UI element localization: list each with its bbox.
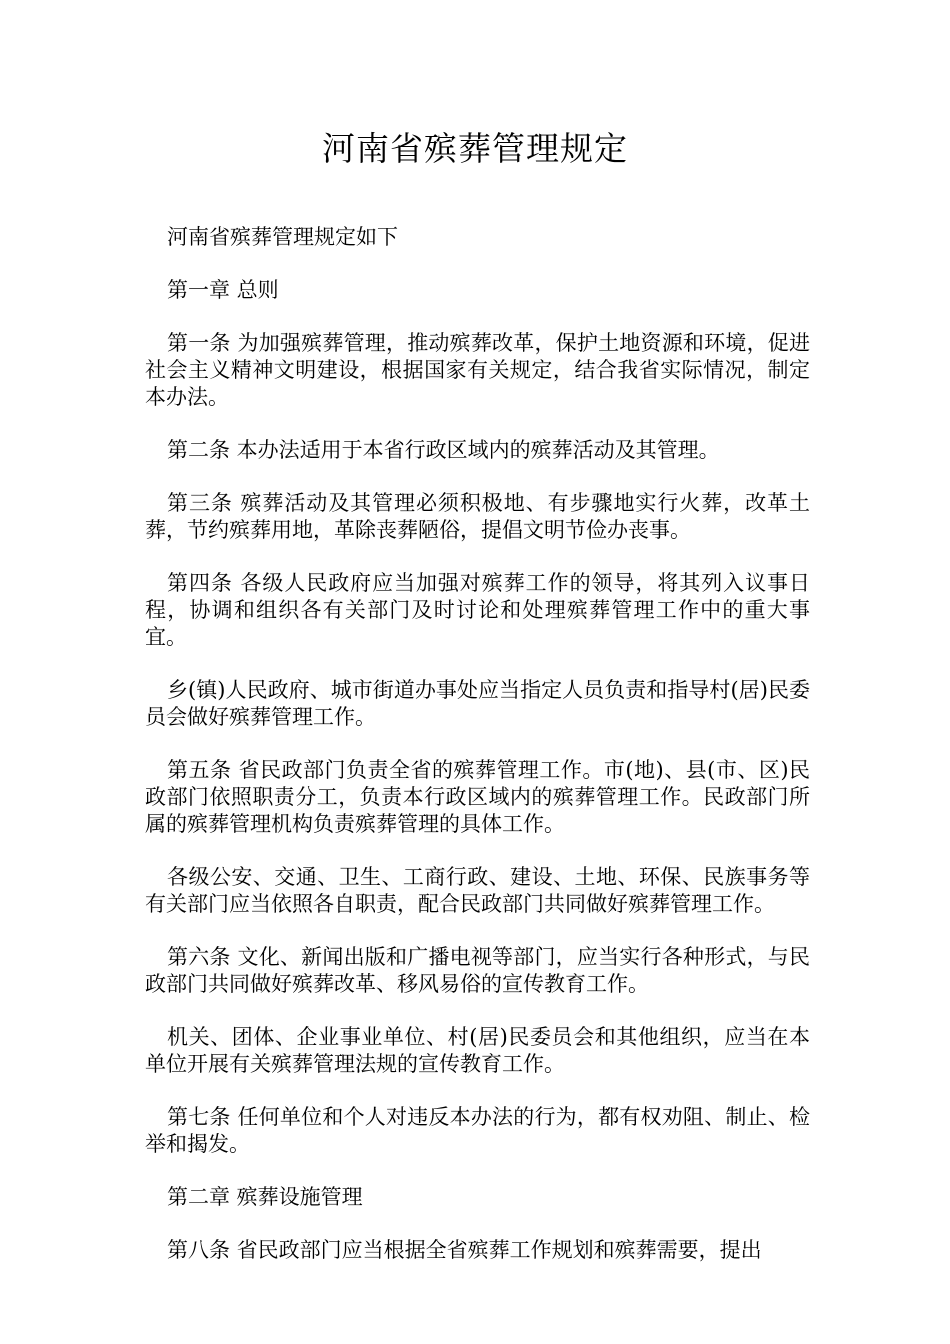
- chapter-heading-1: 第一章 总则: [167, 278, 279, 302]
- article-4: 第四条 各级人民政府应当加强对殡葬工作的领导，将其列入议事日程，协调和组织各有关部门及时讨论和处理殡葬管理工作中的重大事宜。: [145, 571, 810, 649]
- article-5: 第五条 省民政部门负责全省的殡葬管理工作。市(地)、县(市、区)民政部门依照职责分工，负责本行政区域内的殡葬管理工作。民政部门所属的殡葬管理机构负责殡葬管理的具体工作。: [145, 758, 810, 836]
- document-title: 河南省殡葬管理规定: [322, 129, 628, 168]
- article-5-paragraph-2: 各级公安、交通、卫生、工商行政、建设、土地、环保、民族事务等有关部门应当依照各自职责，配合民政部门共同做好殡葬管理工作。: [145, 865, 810, 916]
- article-4-paragraph-2: 乡(镇)人民政府、城市街道办事处应当指定人员负责和指导村(居)民委员会做好殡葬管理工作。: [145, 678, 810, 729]
- article-2: 第二条 本办法适用于本省行政区域内的殡葬活动及其管理。: [167, 438, 720, 462]
- chapter-heading-2: 第二章 殡葬设施管理: [167, 1185, 363, 1209]
- article-3: 第三条 殡葬活动及其管理必须积极地、有步骤地实行火葬，改革土葬，节约殡葬用地，革除丧葬陋俗，提倡文明节俭办丧事。: [145, 491, 810, 542]
- article-1: 第一条 为加强殡葬管理，推动殡葬改革，保护土地资源和环境，促进社会主义精神文明建设，根据国家有关规定，结合我省实际情况，制定本办法。: [145, 331, 810, 409]
- article-6: 第六条 文化、新闻出版和广播电视等部门，应当实行各种形式，与民政部门共同做好殡葬改革、移风易俗的宣传教育工作。: [145, 945, 810, 996]
- document-body: [145, 224, 810, 1290]
- paragraph-intro: 河南省殡葬管理规定如下: [167, 225, 398, 249]
- article-6-paragraph-2: 机关、团体、企业事业单位、村(居)民委员会和其他组织，应当在本单位开展有关殡葬管理法规的宣传教育工作。: [145, 1025, 810, 1076]
- article-8: 第八条 省民政部门应当根据全省殡葬工作规划和殡葬需要，提出: [167, 1238, 762, 1262]
- article-7: 第七条 任何单位和个人对违反本办法的行为，都有权劝阻、制止、检举和揭发。: [145, 1105, 810, 1156]
